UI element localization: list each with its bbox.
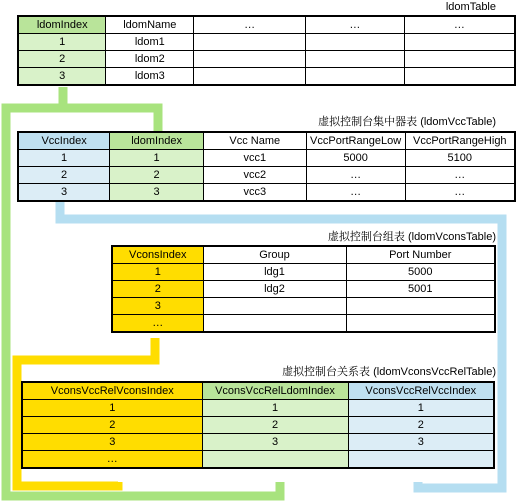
table-cell: 2 <box>348 417 494 434</box>
column-header: VconsVccRelVccIndex <box>348 382 494 400</box>
table-cell: vcc3 <box>203 184 306 202</box>
table-cell <box>202 451 348 469</box>
table-cell: 5000 <box>346 264 495 281</box>
table-cell: 1 <box>348 400 494 417</box>
column-header: ldomIndex <box>18 16 106 34</box>
table-cell: 3 <box>22 434 202 451</box>
table-header-row <box>22 382 494 400</box>
table-row <box>112 281 495 298</box>
table-cell: vcc2 <box>203 167 306 184</box>
vcons-table-title: 虚拟控制台组表 (ldomVconsTable) <box>327 231 496 243</box>
vcc-table-title: 虚拟控制台集中器表 (ldomVccTable) <box>318 116 496 128</box>
table-cell: 3 <box>348 434 494 451</box>
table-cell <box>346 298 495 315</box>
table-cell: 3 <box>18 184 110 202</box>
vcc-table <box>17 131 516 202</box>
table-cell: 3 <box>110 184 204 202</box>
table-cell: ldom3 <box>106 68 194 86</box>
table-cell: 2 <box>18 51 106 68</box>
rel-table <box>21 381 495 469</box>
table-cell: 5100 <box>405 150 515 167</box>
table-cell: 1 <box>18 150 110 167</box>
table-cell: 1 <box>22 400 202 417</box>
table-header-row <box>18 16 515 34</box>
column-header: Group <box>203 246 346 264</box>
table-cell: … <box>306 167 405 184</box>
table-row <box>22 434 494 451</box>
table-row <box>18 150 515 167</box>
table-row <box>22 417 494 434</box>
table-cell: … <box>405 167 515 184</box>
table-header-row <box>18 132 515 150</box>
column-header: VconsIndex <box>112 246 203 264</box>
table-cell <box>194 34 306 51</box>
table-row <box>22 400 494 417</box>
table-cell <box>348 451 494 469</box>
table-row <box>18 34 515 51</box>
table-row <box>18 184 515 202</box>
table-cell: ldom2 <box>106 51 194 68</box>
rel-table-title: 虚拟控制台关系表 (ldomVconsVccRelTable) <box>282 366 496 378</box>
column-header: VccPortRangeHigh <box>405 132 515 150</box>
column-header: Port Number <box>346 246 495 264</box>
column-header: VconsVccRelLdomIndex <box>202 382 348 400</box>
table-cell: … <box>22 451 202 469</box>
table-cell <box>305 34 404 51</box>
column-header: ldomName <box>106 16 194 34</box>
table-cell: … <box>306 184 405 202</box>
table-cell <box>404 51 515 68</box>
table-cell <box>346 315 495 333</box>
table-cell <box>203 315 346 333</box>
table-cell: 3 <box>112 298 203 315</box>
table-row <box>18 51 515 68</box>
ldom-table <box>17 15 516 86</box>
table-cell: 1 <box>202 400 348 417</box>
table-cell: 2 <box>202 417 348 434</box>
ldom-to-vcc-connector <box>63 108 158 131</box>
column-header: Vcc Name <box>203 132 306 150</box>
table-cell: 2 <box>110 167 204 184</box>
table-cell <box>194 51 306 68</box>
table-cell <box>203 298 346 315</box>
column-header: VccPortRangeLow <box>306 132 405 150</box>
table-cell: 1 <box>18 34 106 51</box>
table-cell: ldg1 <box>203 264 346 281</box>
table-cell: ldom1 <box>106 34 194 51</box>
table-cell: 5001 <box>346 281 495 298</box>
table-header-row <box>112 246 495 264</box>
table-cell: 2 <box>22 417 202 434</box>
table-cell: 5000 <box>306 150 405 167</box>
vcons-table <box>111 245 496 333</box>
table-cell: 1 <box>110 150 204 167</box>
table-row <box>112 298 495 315</box>
table-cell: 3 <box>18 68 106 86</box>
column-header: VccIndex <box>18 132 110 150</box>
column-header: … <box>305 16 404 34</box>
ldom-table-title: ldomTable <box>445 1 496 13</box>
column-header: … <box>194 16 306 34</box>
table-cell: … <box>405 184 515 202</box>
table-row <box>18 68 515 86</box>
table-row <box>18 167 515 184</box>
column-header: … <box>404 16 515 34</box>
table-cell: 1 <box>112 264 203 281</box>
table-row <box>112 315 495 333</box>
table-row <box>112 264 495 281</box>
table-cell: 3 <box>202 434 348 451</box>
table-cell <box>305 68 404 86</box>
table-cell <box>305 51 404 68</box>
table-cell: 2 <box>18 167 110 184</box>
table-cell <box>194 68 306 86</box>
column-header: ldomIndex <box>110 132 204 150</box>
table-cell <box>404 68 515 86</box>
table-cell: … <box>112 315 203 333</box>
table-row <box>22 451 494 469</box>
table-cell <box>404 34 515 51</box>
table-cell: ldg2 <box>203 281 346 298</box>
table-cell: vcc1 <box>203 150 306 167</box>
column-header: VconsVccRelVconsIndex <box>22 382 202 400</box>
table-cell: 2 <box>112 281 203 298</box>
